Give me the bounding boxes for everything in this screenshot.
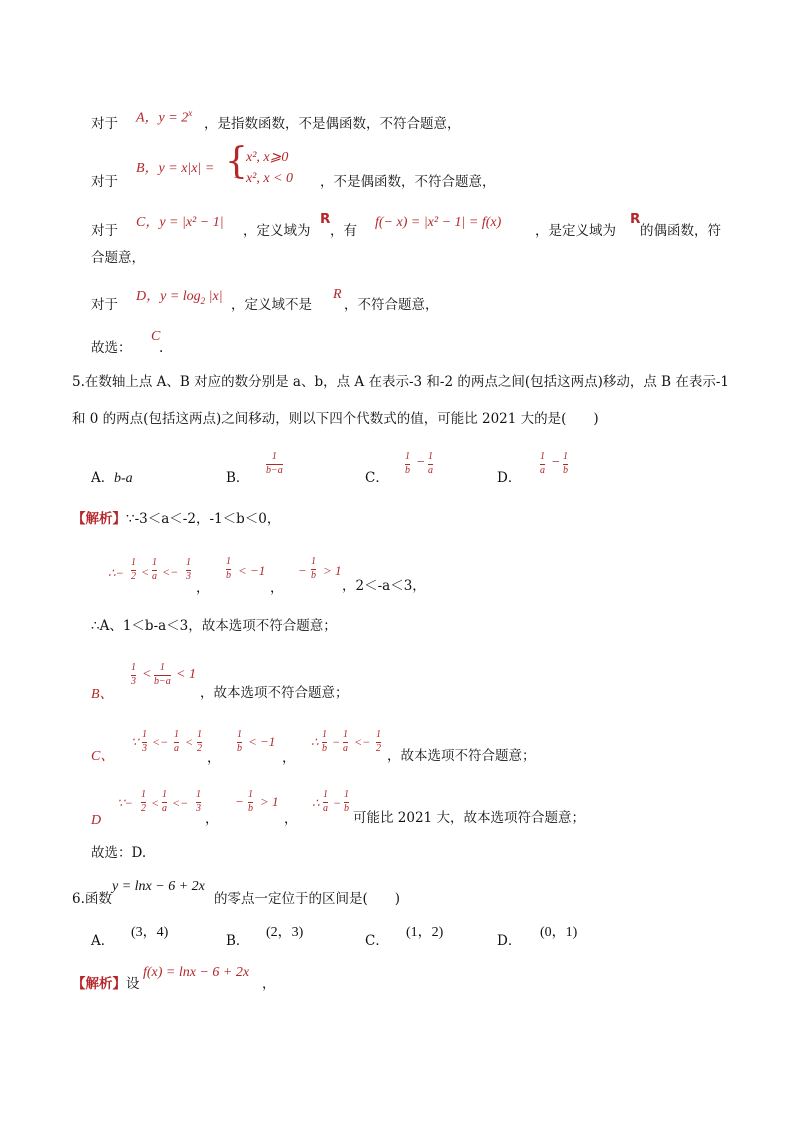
q6-option-a-value: (3，4) bbox=[131, 925, 169, 940]
math-c: C，y = |x² − 1| bbox=[136, 215, 224, 230]
sol-l2-comma2: ， bbox=[270, 580, 284, 596]
frac-num: 1 bbox=[159, 662, 165, 673]
sol-l5-frac4 bbox=[237, 730, 242, 754]
q6-solution-line1 bbox=[72, 978, 140, 992]
frac-num: 1 bbox=[540, 451, 545, 462]
sol-l6-frac3 bbox=[196, 790, 201, 814]
sol-l6-frac6 bbox=[344, 790, 349, 814]
sol-l6-frac1 bbox=[141, 790, 146, 814]
sol-l5-frac5 bbox=[322, 730, 327, 754]
answer-period: . bbox=[159, 340, 164, 356]
sol-l2-t5: > 1 bbox=[323, 563, 342, 578]
q5-option-d-label: D． bbox=[497, 470, 522, 486]
piecewise-brace: { bbox=[225, 141, 248, 182]
frac-den: a bbox=[174, 742, 179, 754]
sol-l4-frac1 bbox=[131, 663, 136, 687]
frac-den: b bbox=[248, 802, 253, 814]
q6-option-c-value: (1，2) bbox=[406, 925, 444, 940]
math-c2: f(− x) = |x² − 1| = f(x) bbox=[375, 215, 502, 230]
sol-l2-lt2: <− bbox=[162, 565, 179, 579]
sol-l2-neg: − bbox=[298, 563, 307, 578]
sol-l5-because: ∵ bbox=[131, 735, 139, 749]
q5-answer: 故选：D. bbox=[91, 845, 147, 861]
q6-function: y = lnx − 6 + 2x bbox=[112, 879, 205, 894]
math-d bbox=[136, 290, 223, 306]
frac-den: b bbox=[226, 569, 231, 581]
sol-l5-comma2: ， bbox=[282, 750, 296, 766]
sol-l5-lt2: < bbox=[185, 735, 194, 749]
sol-l4-frac2 bbox=[154, 663, 171, 687]
q5-option-c-label: C． bbox=[365, 470, 389, 486]
sol-l6-lt2: <− bbox=[172, 796, 189, 810]
q5-option-d-frac1 bbox=[540, 452, 545, 476]
line-c-mid1: ，定义域为 bbox=[243, 223, 311, 239]
sol-l4-label: B、 bbox=[91, 687, 114, 702]
sol-l6-lt: < bbox=[151, 796, 160, 810]
frac-den: b−a bbox=[154, 675, 171, 687]
math-b-case2: − x², x < 0 bbox=[233, 171, 294, 186]
q5-stem-line2: 和 0 的两点(包括这两点)之间移动，则以下四个代数式的值，可能比 2021 大的是( ) bbox=[72, 411, 599, 427]
q5-option-c-frac2 bbox=[428, 452, 433, 476]
frac-num: 1 bbox=[131, 557, 136, 568]
sol-l4-t: < 1 bbox=[176, 667, 196, 682]
frac-num: 1 bbox=[237, 729, 242, 740]
frac-den: a bbox=[162, 802, 167, 814]
frac-num: 1 bbox=[311, 556, 316, 567]
sol-l5-label: C、 bbox=[91, 749, 115, 764]
sol-l2-tail: ，2＜-a＜3， bbox=[342, 578, 426, 594]
frac-den: a bbox=[540, 464, 545, 476]
math-a-expr: A，y = 2 bbox=[136, 110, 189, 126]
frac-num: 1 bbox=[428, 451, 433, 462]
sol-l4-tail: ，故本选项不符合题意； bbox=[200, 685, 349, 701]
frac-num: 1 bbox=[344, 789, 349, 800]
q5-option-c-op: − bbox=[416, 455, 426, 470]
q6-option-d-value: (0，1) bbox=[540, 925, 578, 940]
frac-num: 1 bbox=[174, 729, 179, 740]
sol-l6-frac2 bbox=[162, 790, 167, 814]
sol-l5-t4: < −1 bbox=[248, 734, 276, 749]
answer-lead: 故选： bbox=[91, 340, 132, 356]
q6-option-c-label: C． bbox=[365, 933, 389, 949]
frac-num: 1 bbox=[563, 451, 568, 462]
q5-option-d-frac2 bbox=[563, 452, 568, 476]
q5-option-c-frac1 bbox=[405, 452, 410, 476]
frac-den: b bbox=[563, 464, 568, 476]
line-d-mid: ，定义域不是 bbox=[231, 297, 312, 313]
solution-lead: 设 bbox=[126, 976, 140, 992]
frac-den: 2 bbox=[376, 742, 381, 754]
frac-num: 1 bbox=[376, 729, 381, 740]
sol-l6-label: D bbox=[91, 813, 102, 828]
frac-num: 1 bbox=[323, 789, 328, 800]
set-r-1: R bbox=[320, 211, 331, 227]
line-b-tail: ，不是偶函数，不符合题意， bbox=[320, 174, 496, 190]
frac-num: 1 bbox=[197, 729, 202, 740]
sol-l5-op: − bbox=[332, 735, 341, 749]
q6-option-a-label: A． bbox=[91, 933, 115, 949]
sol-l3: ∴A、1＜b-a＜3，故本选项不符合题意； bbox=[91, 618, 337, 634]
sol-l2-frac3 bbox=[186, 558, 191, 582]
q5-option-b-fraction bbox=[266, 452, 283, 476]
q5-option-a-label: A． bbox=[91, 470, 115, 486]
sol-l5-frac2 bbox=[174, 730, 179, 754]
lead-text: 对于 bbox=[91, 116, 118, 132]
frac-den: a bbox=[428, 464, 433, 476]
frac-den: a bbox=[343, 742, 348, 754]
frac-num: 1 bbox=[186, 557, 191, 568]
frac-num: 1 bbox=[322, 729, 327, 740]
frac-num: 1 bbox=[271, 451, 277, 462]
frac-den: 2 bbox=[131, 570, 136, 582]
line-d-tail: ，不符合题意， bbox=[344, 297, 439, 313]
q5-option-a-value: b-a bbox=[114, 471, 133, 486]
line-option-c: 对于 bbox=[91, 223, 118, 239]
frac-den: 3 bbox=[186, 570, 191, 582]
sol-l6-frac4 bbox=[248, 790, 253, 814]
sol-l2-lt1: < bbox=[141, 565, 150, 579]
sol-l6-comma2: ， bbox=[284, 811, 298, 827]
math-b: B，y = x|x| = bbox=[136, 161, 215, 176]
q5-stem-line1: 5.在数轴上点 A、B 对应的数分别是 a、b，点 A 在表示-3 和-2 的两点之间(包括这两点)移动，点 B 在表示-1 bbox=[72, 374, 730, 390]
frac-den: 3 bbox=[142, 742, 147, 754]
frac-den: b bbox=[237, 742, 242, 754]
sol-l6-therefore: ∴ bbox=[312, 796, 320, 810]
sol-l5-lt: <− bbox=[152, 735, 169, 749]
sol-l6-because: ∵− bbox=[117, 796, 133, 810]
frac-den: b bbox=[322, 742, 327, 754]
sol-l6-tail: 可能比 2021 大，故本选项符合题意； bbox=[353, 810, 585, 826]
q6-option-b-label: B． bbox=[226, 933, 250, 949]
q6-option-b-value: (2，3) bbox=[266, 925, 304, 940]
q5-option-b-label: B． bbox=[226, 470, 250, 486]
sol-l6-t4: > 1 bbox=[260, 794, 279, 809]
q6-lead: 6.函数 bbox=[72, 891, 112, 907]
line-option-d: 对于 bbox=[91, 297, 118, 313]
q6-solution-function: f(x) = lnx − 6 + 2x bbox=[143, 965, 250, 980]
frac-den: b bbox=[344, 802, 349, 814]
line-a-tail: ，是指数函数，不是偶函数，不符合题意， bbox=[204, 116, 461, 132]
math-d-sub: 2 bbox=[200, 295, 206, 306]
sol-l5-therefore: ∴ bbox=[311, 735, 319, 749]
math-a-exponent: x bbox=[188, 108, 193, 118]
sol-l6-neg: − bbox=[235, 794, 244, 809]
sol-l5-lt3: <− bbox=[354, 735, 371, 749]
frac-num: 1 bbox=[141, 789, 146, 800]
sol-l5-comma1: ， bbox=[207, 750, 221, 766]
frac-den: b bbox=[405, 464, 410, 476]
frac-den: b bbox=[311, 569, 316, 581]
sol-l5-frac7 bbox=[376, 730, 381, 754]
sol-l2-frac1 bbox=[131, 558, 136, 582]
sol-l2-therefore: ∴− bbox=[108, 566, 124, 580]
sol-l6-frac5 bbox=[323, 790, 328, 814]
frac-den: 3 bbox=[196, 802, 201, 814]
q6-solution-tail: ， bbox=[262, 976, 276, 992]
solution-text: ∵-3＜a＜-2，-1＜b＜0， bbox=[126, 511, 281, 527]
frac-num: 1 bbox=[248, 789, 253, 800]
sol-l6-op: − bbox=[333, 796, 342, 810]
math-d-expr: D，y = log bbox=[136, 289, 201, 304]
frac-den: a bbox=[323, 802, 328, 814]
math-b-case1: x², x⩾0 bbox=[246, 150, 289, 165]
frac-den: 2 bbox=[197, 742, 202, 754]
math-d-abs: |x| bbox=[208, 289, 223, 304]
frac-num: 1 bbox=[343, 729, 348, 740]
line-c-mid2: ，有 bbox=[330, 223, 357, 239]
frac-num: 1 bbox=[162, 789, 167, 800]
sol-l2-frac2 bbox=[152, 558, 157, 582]
sol-l2-comma1: ， bbox=[196, 580, 210, 596]
frac-num: 1 bbox=[131, 662, 136, 673]
solution-tag: 【解析】 bbox=[72, 511, 126, 527]
sol-l5-frac1 bbox=[142, 730, 147, 754]
frac-num: 1 bbox=[226, 556, 231, 567]
frac-num: 1 bbox=[152, 557, 157, 568]
frac-den: a bbox=[152, 570, 157, 582]
frac-num: 1 bbox=[405, 451, 410, 462]
sol-l6-comma1: ， bbox=[205, 811, 219, 827]
sol-l5-tail: ，故本选项不符合题意； bbox=[387, 748, 536, 764]
frac-den: 3 bbox=[131, 675, 136, 687]
sol-l5-frac6 bbox=[343, 730, 348, 754]
frac-num: 1 bbox=[196, 789, 201, 800]
line-c-tail: 的偶函数，符 bbox=[640, 223, 721, 239]
answer-value: C bbox=[151, 329, 161, 344]
sol-l4-lt: < bbox=[142, 667, 152, 682]
frac-den: b−a bbox=[266, 464, 283, 476]
frac-num: 1 bbox=[142, 729, 147, 740]
q6-stem-tail: 的零点一定位于的区间是( ) bbox=[214, 891, 401, 907]
math-a bbox=[136, 109, 192, 126]
line-c-tail2: 合题意， bbox=[91, 250, 145, 266]
q5-option-d-op: − bbox=[551, 455, 561, 470]
line-option-a bbox=[91, 118, 118, 132]
sol-l5-frac3 bbox=[197, 730, 202, 754]
frac-den: 2 bbox=[141, 802, 146, 814]
solution-tag: 【解析】 bbox=[72, 976, 126, 992]
sol-l2-t4: < −1 bbox=[238, 563, 266, 578]
sol-l2-frac4 bbox=[226, 557, 231, 581]
q5-solution-line1 bbox=[72, 513, 280, 527]
set-r-3: R bbox=[333, 287, 342, 302]
line-option-b: 对于 bbox=[91, 174, 118, 190]
set-r-2: R bbox=[630, 211, 641, 227]
line-c-mid3: ，是定义域为 bbox=[535, 223, 616, 239]
q6-option-d-label: D． bbox=[497, 933, 522, 949]
sol-l2-frac5 bbox=[311, 557, 316, 581]
